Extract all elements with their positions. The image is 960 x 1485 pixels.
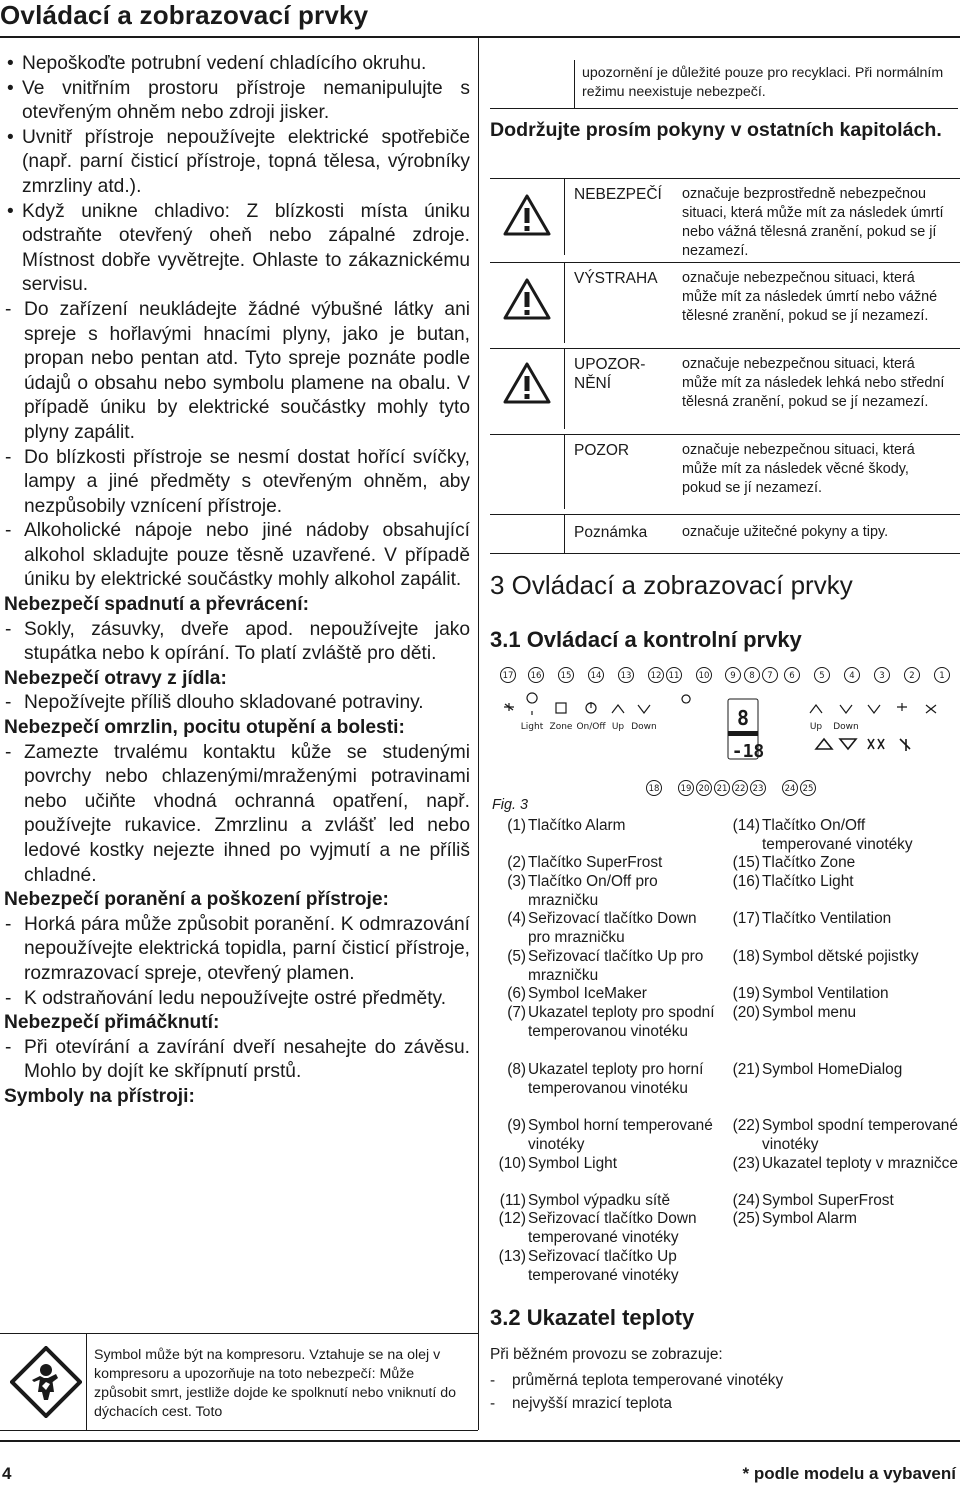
legend-number: (22) xyxy=(732,1117,760,1134)
button-label-up: Up xyxy=(611,722,625,732)
callout-number: 7 xyxy=(767,671,773,682)
list-item: • Když unikne chladivo: Z blízkosti místa úniku odstraňte otevřený oheň nebo zápalné zdroje. Místnost dobře vyvětrejte. Ohlaste to zákaznickému servisu. xyxy=(22,200,470,298)
legend-text: Symbol Alarm xyxy=(762,1210,857,1227)
signal-word: POZOR xyxy=(574,442,630,459)
recycle-note-box xyxy=(490,60,958,109)
legend-number: (5) xyxy=(507,948,526,965)
zone-icon xyxy=(556,703,566,713)
signal-description: označuje bezprostředně nebezpečnou situaci, která může mít za následek úmrtí nebo vážná tělesná zranění, pokud se jí nezamezí. xyxy=(682,186,944,259)
button-label-light: Light xyxy=(520,722,544,732)
list-item: - Alkoholické nápoje nebo jiné nádoby obsahující alkohol skladujte pouze těsně uzavřené. V případě úniku by elektrické součástky mohly alkohol zapálit. xyxy=(24,519,470,593)
box-divider xyxy=(86,1334,87,1430)
left-column xyxy=(4,52,470,1110)
legend-text: Seřizovací tlačítko Up pro mrazničku xyxy=(528,948,704,984)
list-item: - Při otevírání a zavírání dveří nesahejte do závěsu. Mohlo by dojít ke skřípnutí prstů. xyxy=(24,1036,470,1085)
legend-number: (13) xyxy=(498,1248,526,1265)
warning-triangle-icon xyxy=(502,361,552,405)
callout-number: 17 xyxy=(502,671,514,682)
legend-text: Symbol výpadku sítě xyxy=(528,1192,671,1209)
button-label-zone: Zone xyxy=(549,722,573,732)
signal-word: Poznámka xyxy=(574,524,648,541)
callout-number: 10 xyxy=(698,671,710,682)
display-bar xyxy=(728,731,758,736)
legend-number: (8) xyxy=(507,1061,526,1078)
heading-pinch: Nebezpečí přimáčknutí: xyxy=(4,1012,220,1034)
callout-number: 2 xyxy=(909,671,915,682)
callout-number: 13 xyxy=(620,671,632,682)
temperature-intro: Při běžném provozu se zobrazuje: xyxy=(490,1346,723,1363)
callout-number: 14 xyxy=(590,671,602,682)
title-rule xyxy=(0,36,960,38)
footer-rule xyxy=(0,1440,960,1442)
list-item: • Ve vnitřním prostoru přístroje nemanipulujte s otevřeným ohněm nebo zdroji jisker. xyxy=(22,77,470,126)
legend-number: (18) xyxy=(732,948,760,965)
control-panel-diagram xyxy=(490,663,960,803)
dash-list xyxy=(4,741,470,889)
callout-number: 8 xyxy=(749,671,755,682)
warning-triangle-icon xyxy=(502,277,552,321)
dash-list xyxy=(4,913,470,1011)
signal-row-attention xyxy=(490,434,960,509)
list-item: - nejvyšší mrazicí teplota xyxy=(512,1392,783,1415)
down-icon xyxy=(868,705,880,713)
dash-list xyxy=(4,691,470,716)
button-label-onoff: On/Off xyxy=(576,722,606,732)
signal-row-danger xyxy=(490,178,960,259)
signal-description: označuje nebezpečnou situaci, která může mít za následek lehká nebo střední tělesná zranění, pokud se jí nezamezí. xyxy=(682,356,945,410)
legend-number: (11) xyxy=(499,1192,526,1209)
callout-number: 11 xyxy=(668,671,680,682)
callout-number: 12 xyxy=(650,671,662,682)
signal-description: označuje nebezpečnou situaci, která může mít za následek věcné škody, pokud se jí nezamezí. xyxy=(682,442,915,496)
list-item: - K odstraňování ledu nepoužívejte ostré předměty. xyxy=(24,987,470,1012)
up-icon xyxy=(810,705,822,713)
signal-row-caution xyxy=(490,348,960,429)
signal-row-note xyxy=(490,514,960,554)
legend-text: Tlačítko SuperFrost xyxy=(528,854,663,871)
box-divider xyxy=(574,60,575,108)
button-label-up: Up xyxy=(809,722,823,732)
legend-number: (16) xyxy=(732,873,760,890)
callout-number: 25 xyxy=(802,784,814,795)
callout-number: 21 xyxy=(716,784,728,795)
light-symbol-icon xyxy=(682,695,690,703)
legend-text: Tlačítko Alarm xyxy=(528,817,626,834)
heading-symbols: Symboly na přístroji: xyxy=(4,1085,195,1107)
legend-number: (3) xyxy=(507,873,526,890)
legend-number: (20) xyxy=(732,1004,760,1021)
callout-number: 20 xyxy=(698,784,710,795)
callout-number: 5 xyxy=(819,671,825,682)
signal-word: NEBEZPEČÍ xyxy=(574,186,662,203)
table-divider xyxy=(564,349,565,429)
heading-injury: Nebezpečí poranění a poškození přístroje: xyxy=(4,889,389,911)
list-item: - Do zařízení neukládejte žádné výbušné látky ani spreje s hořlavými hnacími plyny, jako je butan, propan nebo pentan atd. Tyto spreje poznáte podle údajů o obsahu nebo symbolu plamene na obalu. V případě úniku by elektrické součástky mohly tyto plyny zapálit. xyxy=(24,298,470,446)
legend-text: Tlačítko On/Off temperované vinotéky xyxy=(762,817,913,853)
signal-word: UPOZOR-NĚNÍ xyxy=(574,356,646,392)
down-button-icon xyxy=(840,739,856,749)
legend-number: (15) xyxy=(732,854,760,871)
legend-text: Ukazatel teploty pro spodní temperovanou vinotéku xyxy=(528,1004,715,1040)
legend-text: Symbol spodní temperované vinotéky xyxy=(762,1117,958,1153)
bullet-list xyxy=(4,52,470,298)
heading-fall: Nebezpečí spadnutí a převrácení: xyxy=(4,594,309,616)
callout-number: 24 xyxy=(784,784,796,795)
list-item: - Zamezte trvalému kontaktu kůže se studenými povrchy nebo chlazenými/mraženými potravinami nebo učiňte vhodná ochranná opatření, např. používejte rukavice. Zmrzlinu a zvlášť led nebo ledové kostky nejezte ihned po vyjmutí a ne příliš chladné. xyxy=(24,741,470,889)
legend-number: (2) xyxy=(507,854,526,871)
legend-text: Tlačítko Light xyxy=(762,873,854,890)
legend-number: (24) xyxy=(732,1192,760,1209)
legend-number: (23) xyxy=(732,1155,760,1172)
button-label-down: Down xyxy=(631,722,657,732)
signal-row-warning xyxy=(490,262,960,343)
legend-number: (12) xyxy=(498,1210,526,1227)
signal-word: VÝSTRAHA xyxy=(574,270,658,287)
legend-text: Symbol Ventilation xyxy=(762,985,889,1002)
alarm-icon xyxy=(926,705,936,713)
signal-description: označuje nebezpečnou situaci, která může mít za následek úmrtí nebo vážné tělesné zranění, pokud se jí nezamezí. xyxy=(682,270,938,324)
legend-number: (7) xyxy=(507,1004,526,1021)
legend-text: Ukazatel teploty pro horní temperovanou vinotéku xyxy=(528,1061,704,1097)
legend-text: Tlačítko On/Off pro mrazničku xyxy=(528,873,658,909)
table-divider xyxy=(564,179,565,255)
up-icon xyxy=(612,705,624,713)
legend-text: Symbol HomeDialog xyxy=(762,1061,903,1078)
superfrost-button-icon xyxy=(868,739,884,749)
legend-text: Symbol menu xyxy=(762,1004,857,1021)
legend-number: (9) xyxy=(507,1117,526,1134)
table-divider xyxy=(564,515,565,553)
callout-number: 4 xyxy=(849,671,855,682)
callout-number: 18 xyxy=(648,784,660,795)
heading-poison: Nebezpečí otravy z jídla: xyxy=(4,667,227,689)
callout-number: 3 xyxy=(879,671,885,682)
button-label-down: Down xyxy=(833,722,859,732)
legend-number: (19) xyxy=(732,985,760,1002)
list-item: - Sokly, zásuvky, dveře apod. nepoužívejte jako stupátka nebo k opírání. To platí zvláště pro děti. xyxy=(24,618,470,667)
callout-number: 22 xyxy=(734,784,746,795)
legend-text: Symbol horní temperované vinotéky xyxy=(528,1117,713,1153)
legend-text: Tlačítko Ventilation xyxy=(762,910,892,927)
light-icon xyxy=(527,693,537,715)
follow-instructions: Dodržujte prosím pokyny v ostatních kapitolách. xyxy=(490,119,942,141)
list-item: - Do blízkosti přístroje se nesmí dostat hořící svíčky, lampy a jiné předměty s otevřeným ohněm, aby nezpůsobily vznícení přístroje. xyxy=(24,446,470,520)
dash-list xyxy=(4,618,470,667)
display-lower-digits: -18 xyxy=(731,741,765,762)
callout-number: 16 xyxy=(530,671,542,682)
legend-number: (21) xyxy=(732,1061,760,1078)
legend-number: (6) xyxy=(507,985,526,1002)
legend-text: Symbol IceMaker xyxy=(528,985,647,1002)
legend-text: Seřizovací tlačítko Down pro mrazničku xyxy=(528,910,697,946)
legend-text: Seřizovací tlačítko Up temperované vinotéky xyxy=(528,1248,679,1284)
legend-text: Tlačítko Zone xyxy=(762,854,856,871)
temperature-list xyxy=(490,1369,783,1415)
page-title: Ovládací a zobrazovací prvky xyxy=(0,0,369,30)
legend-text: Ukazatel teploty v mrazničce xyxy=(762,1155,958,1172)
callout-number: 1 xyxy=(939,671,945,682)
section-heading-3-1: 3.1 Ovládací a kontrolní prvky xyxy=(490,627,802,652)
heading-frost: Nebezpečí omrzlin, pocitu otupění a bolesti: xyxy=(4,717,405,739)
compressor-symbol-box xyxy=(0,1333,478,1431)
superfrost-icon xyxy=(897,703,907,711)
list-item: • Uvnitř přístroje nepoužívejte elektrické spotřebiče (např. parní čisticí přístroje, topná tělesa, výrobníky zmrzliny atd.). xyxy=(22,126,470,200)
list-item: - Nepožívejte příliš dlouho skladované potraviny. xyxy=(24,691,470,716)
warning-triangle-icon xyxy=(502,193,552,237)
legend-number: (1) xyxy=(507,817,526,834)
alarm-button-icon xyxy=(900,739,910,751)
display-upper-digit: 8 xyxy=(736,706,750,730)
legend-number: (17) xyxy=(732,910,760,927)
table-divider xyxy=(564,435,565,509)
ventilation-icon xyxy=(504,703,514,711)
figure-caption: Fig. 3 xyxy=(492,797,528,813)
list-item: • Nepoškoďte potrubní vedení chladícího okruhu. xyxy=(22,52,470,77)
legend-text: Symbol Light xyxy=(528,1155,617,1172)
column-divider xyxy=(478,38,479,1430)
section-heading-3: 3 Ovládací a zobrazovací prvky xyxy=(490,570,853,600)
legend-number: (25) xyxy=(732,1210,760,1227)
compressor-note: Symbol může být na kompresoru. Vztahuje se na olej v kompresoru a upozorňuje na toto nebezpečí: Může způsobit smrt, jestliže dojde ke spolknutí nebo vniknutí do dýchacích cest. Toto xyxy=(94,1347,456,1420)
up-button-icon xyxy=(816,739,832,749)
callout-number: 23 xyxy=(752,784,764,795)
section-heading-3-2: 3.2 Ukazatel teploty xyxy=(490,1305,695,1330)
down-icon xyxy=(638,705,650,713)
table-divider xyxy=(564,263,565,343)
down-icon xyxy=(840,705,852,713)
signal-description: označuje užitečné pokyny a tipy. xyxy=(682,524,889,540)
legend-text: Seřizovací tlačítko Down temperované vinotéky xyxy=(528,1210,697,1246)
callout-number: 19 xyxy=(680,784,692,795)
callout-number: 9 xyxy=(730,671,736,682)
footer-note: * podle modelu a vybavení xyxy=(742,1464,956,1483)
legend-number: (14) xyxy=(732,817,760,834)
dash-list xyxy=(4,298,470,593)
list-item: - průměrná teplota temperované vinotéky xyxy=(512,1369,783,1392)
legend-number: (10) xyxy=(498,1155,526,1172)
health-hazard-icon xyxy=(10,1346,82,1418)
callout-number: 6 xyxy=(789,671,795,682)
callout-number: 15 xyxy=(560,671,572,682)
legend-text: Symbol SuperFrost xyxy=(762,1192,894,1209)
legend-number: (4) xyxy=(507,910,526,927)
page-number: 4 xyxy=(2,1464,12,1483)
legend-text: Symbol dětské pojistky xyxy=(762,948,919,965)
recycle-note: upozornění je důležité pouze pro recyklaci. Při normálním režimu neexistuje nebezpečí. xyxy=(582,65,944,100)
list-item: - Horká pára může způsobit poranění. K odmrazování nepoužívejte elektrická topidla, parní čisticí přístroje, rozmrazovací spreje, otevřený plamen. xyxy=(24,913,470,987)
dash-list xyxy=(4,1036,470,1085)
